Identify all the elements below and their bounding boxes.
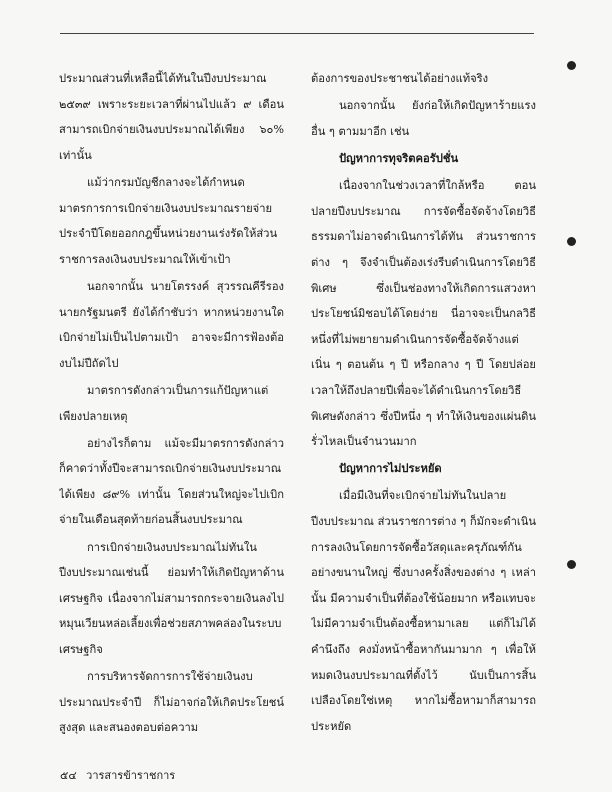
right-column [311,66,536,741]
left-column [59,66,284,743]
punch-hole [567,61,576,70]
section-heading: ปัญหาการทุจริตคอรัปชั่น [339,150,459,165]
paragraph: แม้ว่ากรมบัญชีกลางจะได้กำหนดมาตรการการเบิกจ่ายเงินงบประมาณรายจ่ายประจำปีโดยออกกฎขึ้นหน่วยงานเร่งรัดให้ส่วนราชการลงเงินงบประมาณให้เข้าเป้า [59,175,278,266]
paragraph: มาตรการดังกล่าวเป็นการแก้ปัญหาแต่เพียงปลายเหตุ [59,383,269,423]
page-number: ๕๔ [60,769,77,782]
punch-hole [567,560,576,569]
top-rule [60,33,534,34]
journal-name: วารสารข้าราชการ [86,769,176,782]
paragraph: การบริหารจัดการการใช้จ่ายเงินงบประมาณประจำปี ก็ไม่อาจก่อให้เกิดประโยชน์สูงสุด และสนองตอบต่อความ [59,670,284,735]
page-footer [60,766,181,784]
section-heading: ปัญหาการไม่ประหยัด [339,461,442,476]
paragraph: อย่างไรก็ตาม แม้จะมีมาตรการดังกล่าว ก็คาดว่าทั้งปีจะสามารถเบิกจ่ายเงินงบประมาณได้เพียง ๘๙% เท่านั้น โดยส่วนใหญ่จะไปเบิกจ่ายในเดือนสุดท้ายก่อนสิ้นงบประมาณ [59,436,284,527]
paragraph: ประมาณส่วนที่เหลือนี้ได้ทันในปีงบประมาณ ๒๕๓๙ เพราะระยะเวลาที่ผ่านไปแล้ว ๙ เดือน สามารถเบิกจ่ายเงินงบประมาณได้เพียง ๖๐% เท่านั้น [59,72,284,162]
paragraph: นอกจากนั้น ยังก่อให้เกิดปัญหาร้ายแรงอื่น ๆ ตามมาอีก เช่น [311,99,536,138]
paragraph: ต้องการของประชาชนได้อย่างแท้จริง [311,72,489,85]
paragraph: เนื่องจากในช่วงเวลาที่ใกล้หรือ ตอนปลายปีงบประมาณ การจัดซื้อจัดจ้างโดยวิธีธรรมดาไม่อาจดำเนินการได้ทัน ส่วนราชการต่าง ๆ จึงจำเป็นต้องเร่งรีบดำเนินการโดยวิธีพิเศษ ซึ่งเป็นช่องทางให้เกิดการแสวงหาประโยชน์มิชอบได้โดยง่าย นี่อาจจะเป็นกลวิธีหนึ่งที่ไม่พยายามดำเนินการจัดซื้อจัดจ้างแต่เนิ่น ๆ ตอนต้น ๆ ปี หรือกลาง ๆ ปี โดยปล่อยเวลาให้ถึงปลายปีเพื่อจะได้ดำเนินการโดยวิธีพิเศษดังกล่าว ซึ่งปีหนึ่ง ๆ ทำให้เงินของแผ่นดินรั่วไหลเป็นจำนวนมาก [311,179,536,449]
paragraph: การเบิกจ่ายเงินงบประมาณไม่ทันในปีงบประมาณเช่นนี้ ย่อมทำให้เกิดปัญหาด้านเศรษฐกิจ เนื่องจากไม่สามารถกระจายเงินลงไปหมุนเวียนหล่อเลี้ยงเพื่อช่วยสภาพคล่องในระบบเศรษฐกิจ [59,540,284,657]
punch-hole [567,237,576,246]
paragraph: เมื่อมีเงินที่จะเบิกจ่ายไม่ทันในปลายปีงบประมาณ ส่วนราชการต่าง ๆ ก็มักจะดำเนินการลงเงินโดยการจัดซื้อวัสดุและครุภัณฑ์กันอย่างขนานใหญ่ ซึ่งบางครั้งสิ่งของต่าง ๆ เหล่านั้น มีความจำเป็นที่ต้องใช้น้อยมาก หรือแทบจะไม่มีความจำเป็นต้องซื้อหามาเลย แต่ก็ไม่ได้คำนึงถึง คงมั่งหน้าซื้อหากันมามาก ๆ เพื่อให้หมดเงินงบประมาณที่ตั้งไว้ นับเป็นการสิ้นเปลืองโดยใช่เหตุ หากไม่ซื้อหามาก็สามารถประหยัด [311,489,536,733]
paragraph: นอกจากนั้น นายโตรรงค์ สุวรรณคีรีรองนายกรัฐมนตรี ยังได้กำชับว่า หากหน่วยงานใดเบิกจ่ายไม่เป็นไปตามเป้า อาจจะมีการฟ้องต้องบไม่ปีถัดไป [59,279,284,370]
